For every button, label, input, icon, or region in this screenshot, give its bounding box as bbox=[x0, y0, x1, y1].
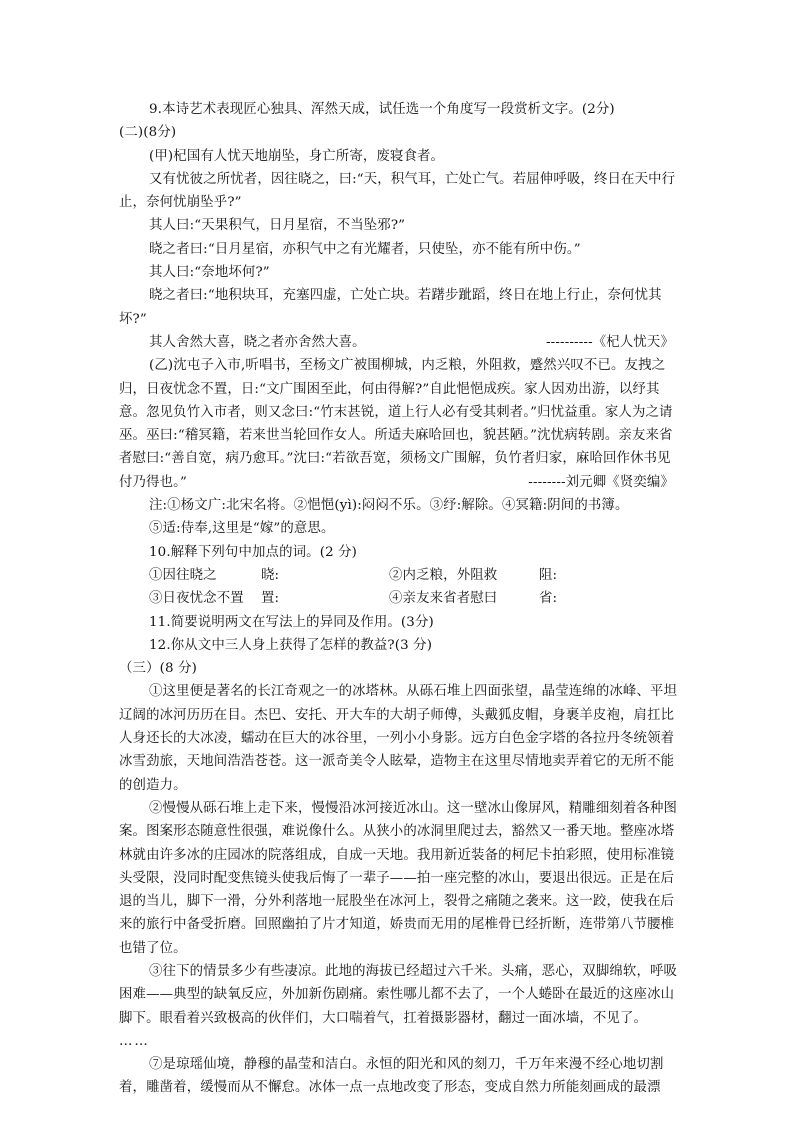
q10-row-2 bbox=[119, 587, 684, 610]
section-3-heading: （三）(8 分) bbox=[119, 661, 197, 677]
section-3-paragraph-3: ③往下的情景多少有些凄凉。此地的海拔已经超过六千米。头痛，恶心，双脚绵软，呼吸困难——典型的缺氧反应，外加新伤剧痛。索性哪儿都不去了，一个人蜷卧在最近的这座冰山脚下。眼看着兴致极高的伙伴们，大口喘着气，扛着摄影器材，翻过一面冰墙，不见了。 bbox=[119, 963, 678, 1026]
note-line-2: ⑤适:侍奉,这里是“嫁”的意思。 bbox=[149, 521, 335, 537]
jia-paragraph-1: (甲)杞国有人忧天地崩坠，身亡所寄，废寝食者。 bbox=[149, 148, 445, 164]
yi-source: --------刘元卿《贤奕编》 bbox=[528, 474, 674, 490]
section-3-paragraph-1: ①这里便是著名的长江奇观之一的冰塔林。从砾石堆上四面张望，晶莹连绵的冰峰、平坦辽阔的冰河历历在目。杰巴、安托、开大车的大胡子师傅，头戴狐皮帽，身裹羊皮袍，肩扛比人身还长的大冰凌，蠕动在巨大的冰谷里，一列小小身影。远方白色金字塔的各拉丹冬统领着冰雪劲旅，天地间浩浩苍苍。这一派奇美令人眩晕，造物主在这里尽情地卖弄着它的无所不能的创造力。 bbox=[119, 684, 678, 793]
question-10: 10.解释下列句中加点的词。(2 分) bbox=[149, 544, 358, 560]
jia-last-line: 其人舍然大喜，晓之者亦舍然大喜。 bbox=[149, 334, 366, 350]
ellipsis: …… bbox=[119, 1033, 150, 1049]
yi-paragraph bbox=[119, 354, 684, 494]
q10-item-1: ①因往晓之 bbox=[149, 567, 217, 583]
question-11: 11.简要说明两文在写法上的异同及作用。(3分) bbox=[149, 614, 434, 630]
q10-item-4: ④亲友来省者慰曰 bbox=[389, 591, 498, 607]
note-line-1: 注:①杨文广:北宋名将。②悒悒(yì):闷闷不乐。③纾:解除。④冥籍:阴间的书簿。 bbox=[149, 498, 629, 514]
document-body bbox=[119, 98, 684, 1100]
q10-item-2-word: 阻: bbox=[539, 567, 558, 583]
question-12: 12.你从文中三人身上获得了怎样的教益?(3 分) bbox=[149, 637, 433, 653]
jia-paragraph-4: 晓之者曰:“日月星宿，亦积气中之有光耀者，只使坠，亦不能有所中伤。” bbox=[149, 241, 581, 257]
question-9: 9.本诗艺术表现匠心独具、浑然天成，试任选一个角度写一段赏析文字。(2分) bbox=[149, 102, 615, 117]
jia-paragraph-3: 其人曰:“天果积气，日月星宿，不当坠邪?” bbox=[149, 218, 406, 234]
section-3-paragraph-2: ②慢慢从砾石堆上走下来，慢慢沿冰河接近冰山。这一壁冰山像屏风，精雕细刻着各种图案。图案形态随意性很强，难说像什么。从狭小的冰洞里爬过去，豁然又一番天地。整座冰塔林就由许多冰的庄园冰的院落组成，自成一天地。我用新近装备的柯尼卡拍彩照，使用标准镜头受限，没同时配变焦镜头使我后悔了一辈子——拍一座完整的冰山，要退出很远。正是在后退的当儿，脚下一滑，分外利落地一屁股坐在冰河上，裂骨之痛随之袭来。这一跤，使我在后来的旅行中备受折磨。回照幽拍了片才知道，娇贵而无用的尾椎骨已经折断，连带第八节腰椎也错了位。 bbox=[119, 800, 678, 956]
q10-item-4-word: 省: bbox=[539, 591, 558, 607]
jia-source: ----------《杞人忧天》 bbox=[546, 334, 674, 350]
section-2-heading: (二)(8分) bbox=[119, 125, 177, 141]
jia-paragraph-2: 又有忧彼之所忧者，因往晓之，曰:“天，积气耳，亡处亡气。若屈伸呼吸，终日在天中行止，奈何忧崩坠乎?” bbox=[119, 171, 676, 211]
q10-item-1-word: 晓: bbox=[261, 567, 280, 583]
q10-item-3-word: 置: bbox=[261, 591, 280, 607]
jia-paragraph-6: 晓之者曰:“地积块耳，充塞四虚，亡处亡块。若躇步跐蹈，终日在地上行止，奈何忧其坏?” bbox=[119, 288, 662, 327]
q10-item-3: ③日夜忧念不置 bbox=[149, 591, 244, 607]
q10-item-2: ②内乏粮，外阻救 bbox=[389, 567, 498, 583]
q10-row-1 bbox=[119, 564, 684, 587]
yi-text: (乙)沈屯子入市,听唱书，至杨文广被围柳城，内乏粮，外阻救，蹙然兴叹不已。友拽之归，日夜忧念不置，日:“文广围困至此，何由得解?”自此悒悒成疾。家人因劝出游，以纾其意。忽见负竹入市者，则又念曰:“竹末甚锐，道上行人必有受其刺者。”归忧益重。家人为之请巫。巫曰:“稽冥籍，若来世当轮回作女人。所适夫麻哈回也，貌甚陋。”沈忧病转剧。亲友来省者慰曰:“善自宽，病乃愈耳。”沈曰:“若欲吾宽，须杨文广围解，负竹者归家，麻哈回作休书见付乃得也。” bbox=[119, 358, 673, 490]
jia-paragraph-5: 其人曰:“奈地坏何?” bbox=[149, 265, 270, 281]
section-3-paragraph-7: ⑦是琼瑶仙境，静穆的晶莹和洁白。永恒的阳光和风的刻刀，千万年来漫不经心地切割着，雕凿着，缓慢而从不懈怠。冰体一点一点地改变了形态，变成自然力所能刻画成的最漂 bbox=[119, 1057, 664, 1096]
jia-paragraph-7 bbox=[119, 331, 684, 354]
